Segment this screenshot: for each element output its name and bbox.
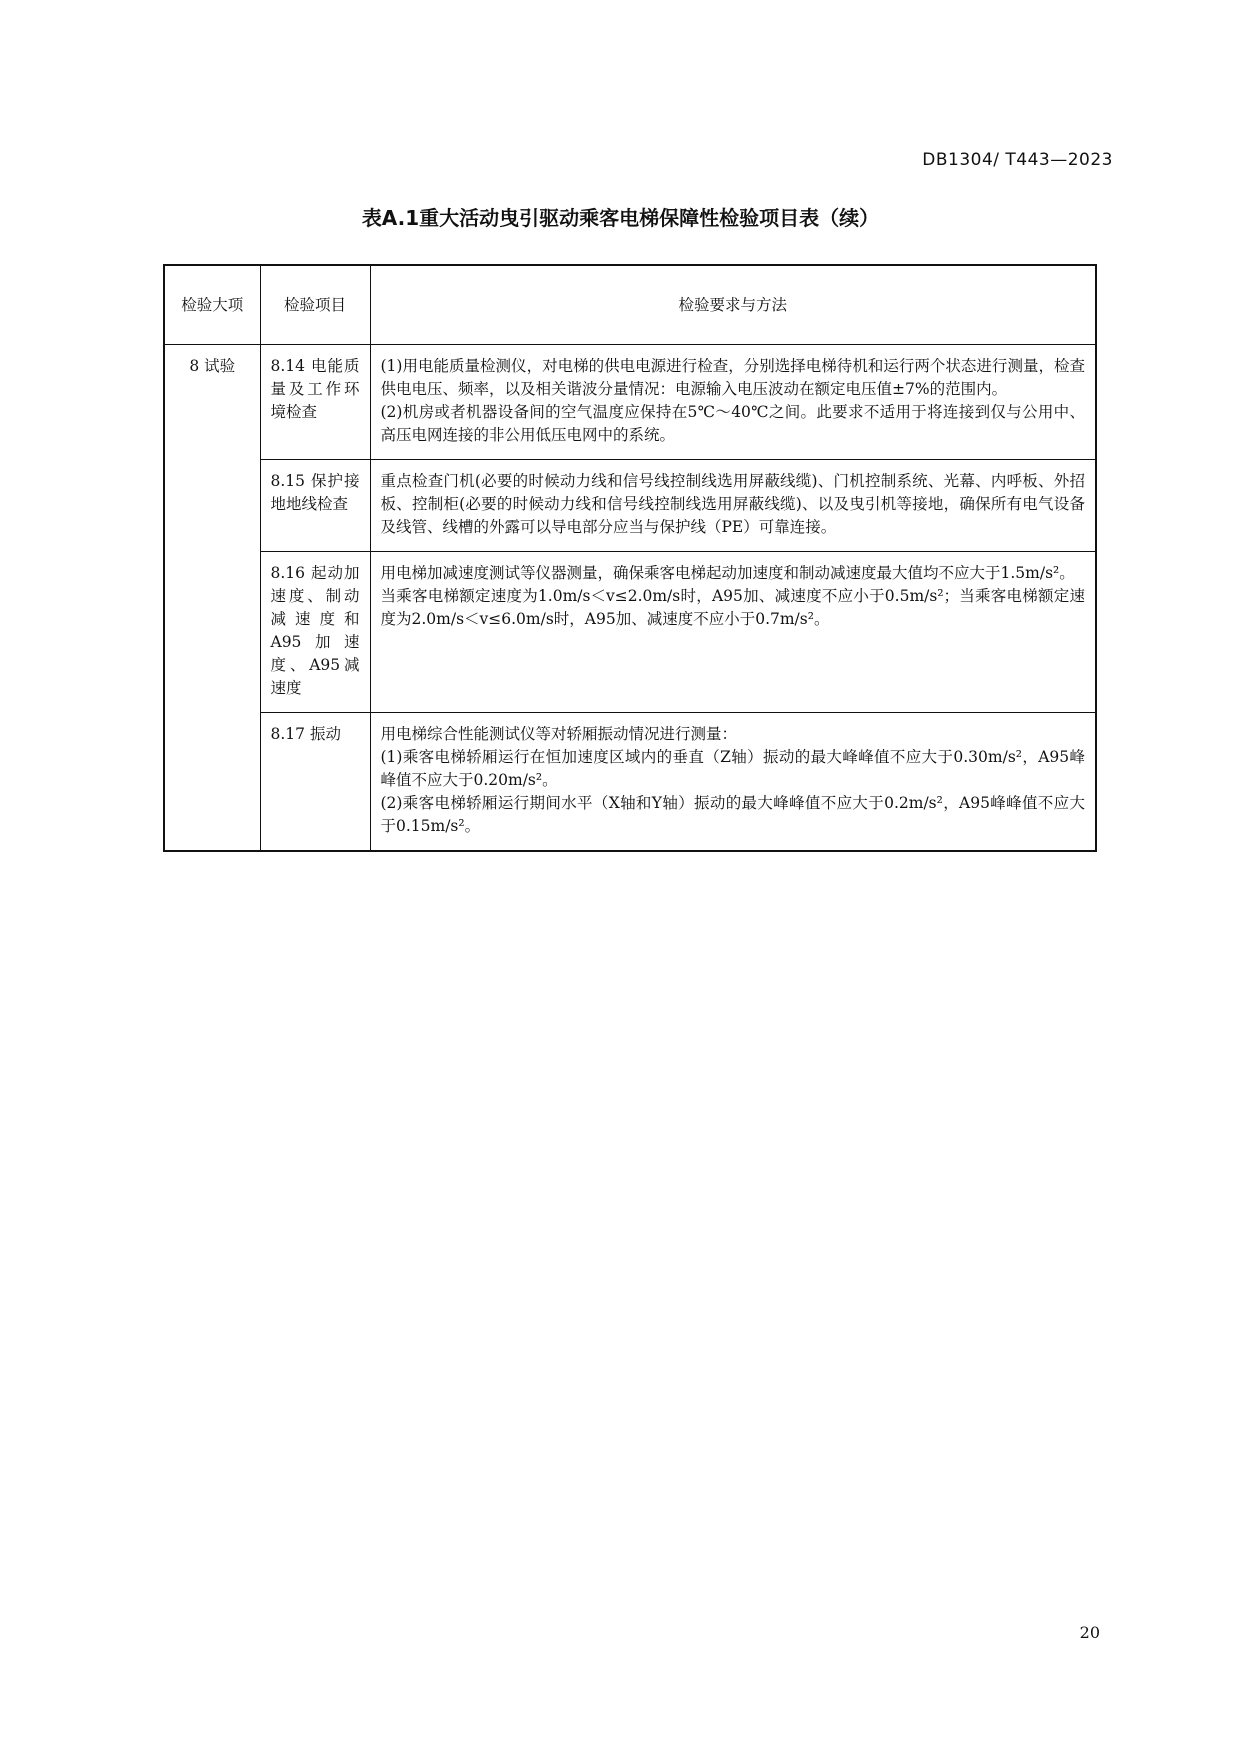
table-header-row bbox=[164, 265, 1096, 345]
table-row bbox=[164, 552, 1096, 713]
header-method: 检验要求与方法 bbox=[370, 265, 1096, 345]
method-cell bbox=[370, 345, 1096, 460]
method-paragraph: (1)乘客电梯轿厢运行在恒加速度区域内的垂直（Z轴）振动的最大峰峰值不应大于0.30m/s²，A95峰峰值不应大于0.20m/s²。 bbox=[380, 748, 1085, 789]
method-cell bbox=[370, 713, 1096, 852]
method-paragraph: (2)机房或者机器设备间的空气温度应保持在5℃～40℃之间。此要求不适用于将连接到仅与公用中、高压电网连接的非公用低压电网中的系统。 bbox=[380, 403, 1085, 444]
method-paragraph: (1)用电能质量检测仪，对电梯的供电电源进行检查，分别选择电梯待机和运行两个状态进行测量，检查供电电压、频率，以及相关谐波分量情况：电源输入电压波动在额定电压值±7%的范围内。 bbox=[380, 357, 1085, 398]
header-item: 检验项目 bbox=[260, 265, 370, 345]
table-title: 表A.1重大活动曳引驱动乘客电梯保障性检验项目表（续） bbox=[361, 206, 880, 230]
table-row bbox=[164, 460, 1096, 552]
method-paragraph: 重点检查门机(必要的时候动力线和信号线控制线选用屏蔽线缆)、门机控制系统、光幕、内呼板、外招板、控制柜(必要的时候动力线和信号线控制线选用屏蔽线缆)、以及曳引机等接地，确保所有电气设备及线管、线槽的外露可以导电部分应当与保护线（PE）可靠连接。 bbox=[380, 472, 1085, 536]
method-paragraph: 用电梯综合性能测试仪等对轿厢振动情况进行测量： bbox=[380, 725, 738, 743]
method-cell bbox=[370, 460, 1096, 552]
header-category: 检验大项 bbox=[164, 265, 260, 345]
item-cell: 8.15 保护接地地线检查 bbox=[260, 460, 370, 552]
table-row bbox=[164, 345, 1096, 460]
method-paragraph: (2)乘客电梯轿厢运行期间水平（X轴和Y轴）振动的最大峰峰值不应大于0.2m/s²，A95峰峰值不应大于0.15m/s²。 bbox=[380, 794, 1085, 835]
page-number: 20 bbox=[1079, 1623, 1100, 1642]
table-row bbox=[164, 713, 1096, 852]
document-code: DB1304/ T443—2023 bbox=[922, 150, 1113, 170]
method-cell bbox=[370, 552, 1096, 713]
method-paragraph: 用电梯加减速度测试等仪器测量，确保乘客电梯起动加速度和制动减速度最大值均不应大于1.5m/s²。 bbox=[380, 564, 1075, 582]
method-paragraph: 当乘客电梯额定速度为1.0m/s＜v≤2.0m/s时，A95加、减速度不应小于0.5m/s²；当乘客电梯额定速度为2.0m/s＜v≤6.0m/s时，A95加、减速度不应小于0.7m/s²。 bbox=[380, 587, 1085, 628]
category-cell: 8 试验 bbox=[164, 345, 260, 852]
item-cell: 8.16 起动加速度、制动减速度和A95加速度、A95减速度 bbox=[260, 552, 370, 713]
item-cell: 8.17 振动 bbox=[260, 713, 370, 852]
inspection-items-table bbox=[163, 264, 1097, 852]
item-cell: 8.14 电能质量及工作环境检查 bbox=[260, 345, 370, 460]
